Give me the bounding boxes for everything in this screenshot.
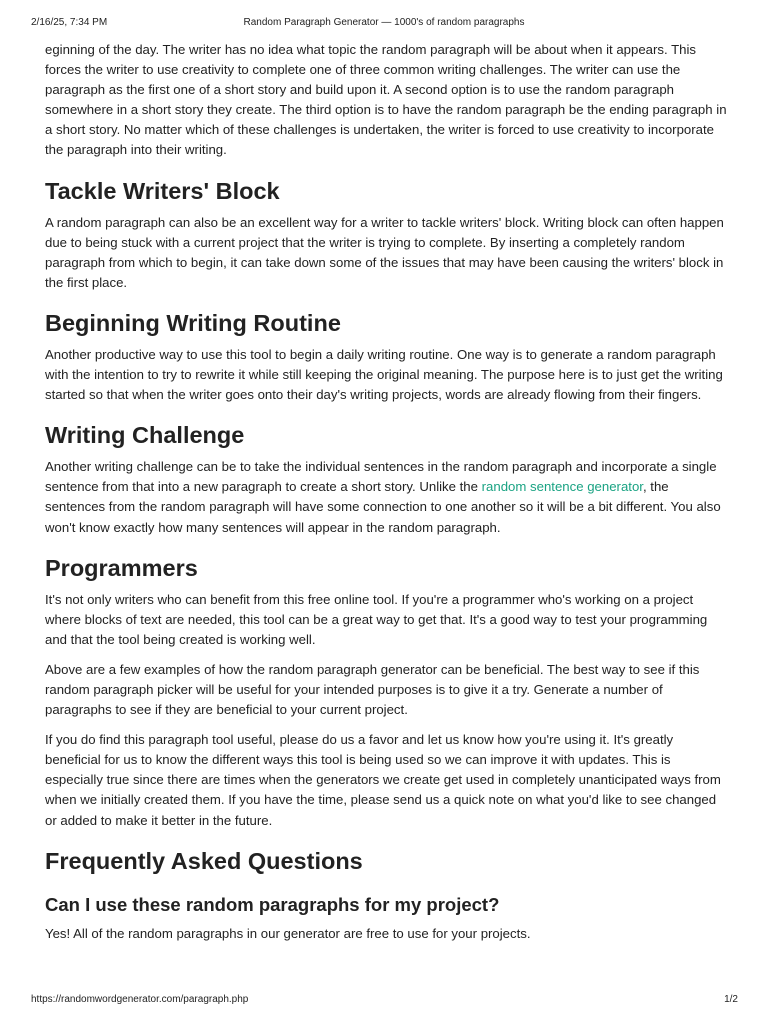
paragraph-programmers-2: Above are a few examples of how the random paragraph generator can be beneficial. The best way to see if this random paragraph picker will be useful for your intended purposes is to give it a try. Generate a number of paragraphs to see if they are beneficial to your current project.	[45, 661, 700, 718]
print-header	[0, 17, 768, 31]
challenge-text-after-link: , the sentences from the random paragraph will have some connection to one another so it will be a bit different. You also won't know exactly how many sentences will appear in the random paragraph.	[45, 479, 721, 535]
print-page-title: Random Paragraph Generator — 1000's of random paragraphs	[243, 17, 525, 28]
heading-faq: Frequently Asked Questions	[45, 847, 363, 874]
random-sentence-generator-link[interactable]: random sentence generator	[481, 479, 643, 495]
paragraph-programmers-3: If you do find this paragraph tool useful, please do us a favor and let us know how you're using it. It's greatly beneficial for us to know the different ways this tool is being used so we can improve it with updates. This is especially true since there are times when the generators we create get used in completely unanticipated ways from when we initially created them. If you have the time, please send us a quick note on what you'd like to see changed or added to make it better in the future.	[45, 732, 721, 828]
paragraph-programmers-1: It's not only writers who can benefit from this free online tool. If you're a programmer who's working on a project where blocks of text are needed, this tool can be a great way to get that. It's a good way to test your programming and that the tool being created is working well.	[45, 591, 708, 647]
article-content	[45, 40, 727, 954]
print-footer	[0, 994, 768, 1008]
challenge-text-before-link: Another writing challenge can be to take the individual sentences in the random paragraph and incorporate a single sentence from that into a new paragraph to create a short story. Unlike the	[45, 459, 717, 495]
paragraph-tackle-writers-block: A random paragraph can also be an excellent way for a writer to tackle writers' block. Writing block can often happen due to being stuck with a current project that the writer is trying to complete. By inserting a completely random paragraph from which to begin, it can take down some of the issues that may have been causing the writers' block in the first place.	[45, 214, 724, 290]
faq-question-1: Can I use these random paragraphs for my project?	[45, 893, 500, 915]
paragraph-beginning-writing-routine: Another productive way to use this tool to begin a daily writing routine. One way is to generate a random paragraph with the intention to try to rewrite it while still keeping the original meaning. The purpose here is to just get the writing started so that when the writer goes onto their day's writing projects, words are already flowing from their fingers.	[45, 346, 723, 403]
heading-programmers: Programmers	[45, 554, 198, 581]
print-page-number: 1/2	[724, 994, 738, 1005]
paragraph-writing-challenge	[45, 457, 727, 537]
heading-writing-challenge: Writing Challenge	[45, 422, 245, 449]
faq-answer-1: Yes! All of the random paragraphs in our generator are free to use for your projects.	[45, 925, 531, 941]
heading-tackle-writers-block: Tackle Writers' Block	[45, 177, 280, 204]
print-url: https://randomwordgenerator.com/paragraph.php	[31, 994, 249, 1005]
intro-paragraph: eginning of the day. The writer has no idea what topic the random paragraph will be about when it appears. This forces the writer to use creativity to complete one of three common writing challenges. The writer can use the paragraph as the first one of a short story and build upon it. A second option is to use the random paragraph somewhere in a short story they create. The third option is to have the random paragraph be the ending paragraph in a short story. No matter which of these challenges is undertaken, the writer is forced to use creativity to incorporate the paragraph into their writing.	[45, 42, 727, 158]
heading-beginning-writing-routine: Beginning Writing Routine	[45, 309, 341, 336]
print-datetime: 2/16/25, 7:34 PM	[31, 17, 108, 28]
